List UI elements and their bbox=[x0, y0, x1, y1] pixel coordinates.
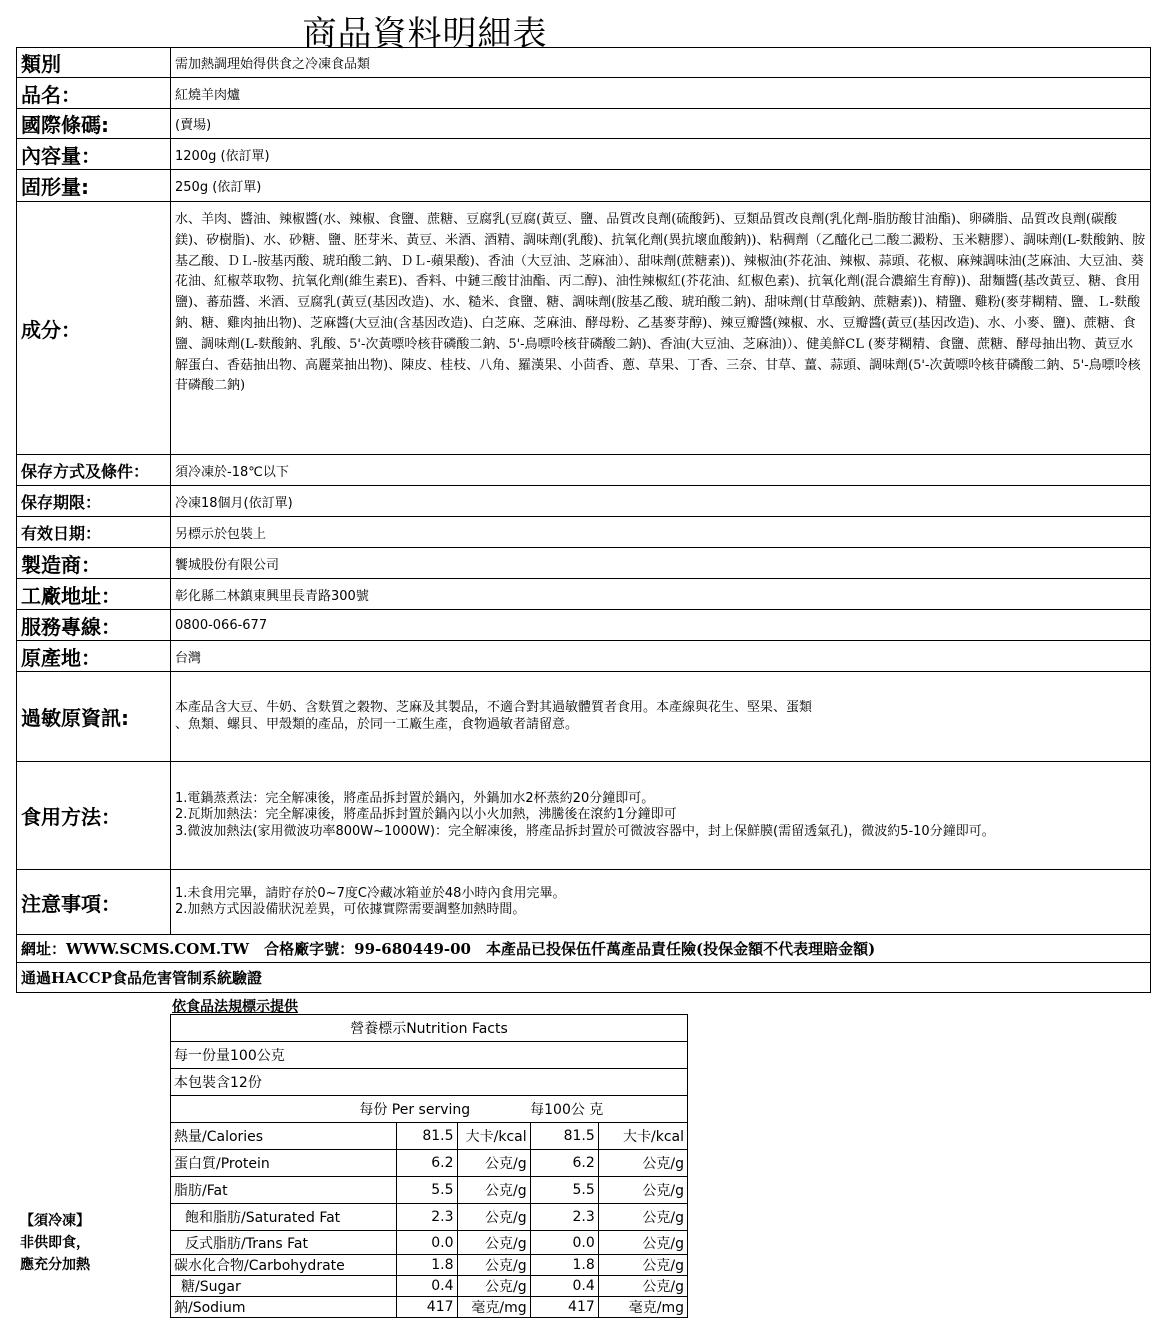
row-maker bbox=[17, 548, 1151, 579]
row-origin bbox=[17, 641, 1151, 672]
allergen-line: 、魚類、螺貝、甲殼類的產品，於同一工廠生產，食物過敏者請留意。 bbox=[175, 716, 579, 732]
ingredients-label: 成分： bbox=[17, 202, 171, 455]
nutrient-unit-per-100g: 公克/g bbox=[598, 1177, 687, 1204]
page-title: 商品資料明細表 bbox=[302, 14, 548, 54]
row-footer-website bbox=[17, 935, 1151, 963]
barcode-label: 國際條碼: bbox=[17, 109, 171, 139]
address-label: 工廠地址： bbox=[17, 579, 171, 610]
product-spec-table bbox=[16, 47, 1151, 993]
nutrient-value-per-100g: 0.0 bbox=[530, 1231, 598, 1255]
nutrition-row bbox=[171, 1204, 688, 1231]
row-storage bbox=[17, 455, 1151, 486]
nutrient-unit-per-serving: 公克/g bbox=[457, 1177, 530, 1204]
usage-line: 1.電鍋蒸煮法：完全解凍後，將產品拆封置於鍋內，外鍋加水2杯蒸約20分鐘即可。 bbox=[175, 790, 655, 806]
footer-haccp: 通過HACCP食品危害管制系統驗證 bbox=[17, 963, 1151, 993]
row-footer-haccp bbox=[17, 963, 1151, 993]
nutrient-unit-per-serving: 大卡/kcal bbox=[457, 1123, 530, 1150]
allergen-label: 過敏原資訊: bbox=[17, 672, 171, 762]
row-hotline bbox=[17, 610, 1151, 641]
nutrient-unit-per-serving: 公克/g bbox=[457, 1231, 530, 1255]
nutrition-header: 營養標示Nutrition Facts bbox=[171, 1015, 688, 1042]
nutrition-facts-table bbox=[170, 1014, 688, 1318]
usage-line: 3.微波加熱法(家用微波功率800W~1000W)：完全解凍後，將產品拆封置於可微波容器中，封上保鮮膜(需留透氣孔)，微波約5-10分鐘即可。 bbox=[175, 823, 995, 839]
nutrient-value-per-serving: 1.8 bbox=[397, 1255, 457, 1276]
nutrient-unit-per-100g: 公克/g bbox=[598, 1150, 687, 1177]
nutrition-row bbox=[171, 1177, 688, 1204]
nutrient-name: 糖/Sugar bbox=[171, 1276, 397, 1297]
usage-value bbox=[171, 762, 1151, 870]
row-notes bbox=[17, 870, 1151, 935]
nutrient-value-per-100g: 5.5 bbox=[530, 1177, 598, 1204]
nutrient-value-per-serving: 5.5 bbox=[397, 1177, 457, 1204]
nutrient-value-per-100g: 0.4 bbox=[530, 1276, 598, 1297]
nutrient-unit-per-100g: 大卡/kcal bbox=[598, 1123, 687, 1150]
nutrient-value-per-100g: 6.2 bbox=[530, 1150, 598, 1177]
nutrient-name: 脂肪/Fat bbox=[171, 1177, 397, 1204]
nutrient-name: 鈉/Sodium bbox=[171, 1297, 397, 1318]
solid-value: 250g (依訂單) bbox=[171, 170, 1151, 202]
nutrient-unit-per-serving: 公克/g bbox=[457, 1150, 530, 1177]
frozen-warning-note bbox=[20, 1210, 90, 1276]
hotline-label: 服務專線： bbox=[17, 610, 171, 641]
nutrient-value-per-100g: 2.3 bbox=[530, 1204, 598, 1231]
frozen-warning-line: 非供即食， bbox=[20, 1235, 90, 1251]
nutrient-unit-per-serving: 毫克/mg bbox=[457, 1297, 530, 1318]
ingredients-value: 水、羊肉、醬油、辣椒醬(水、辣椒、食鹽、蔗糖、豆腐乳(豆腐(黃豆、鹽、品質改良劑(硫酸鈣)、豆類品質改良劑(乳化劑-脂肪酸甘油酯)、卵磷脂、品質改良劑(碳酸鎂)、矽樹脂)、水、砂糖、鹽、胚芽米、黃豆、米酒、酒精、調味劑(乳酸)、抗氧化劑(異抗壞血酸鈉))、粘稠劑（乙醯化己二酸二澱粉、玉米糖膠）、調味劑(L-麩酸鈉、胺基乙酸、ＤＬ-胺基丙酸、琥珀酸二鈉、ＤＬ-蘋果酸)、香油（大豆油、芝麻油）、甜味劑(蔗糖素))、辣椒油(芥花油、辣椒、蒜頭、花椒、麻辣調味油(芝麻油、大豆油、葵花油、紅椒萃取物、抗氧化劑(維生素E)、香料、中鏈三酸甘油酯、丙二醇)、油性辣椒紅(芥花油、紅椒色素)、抗氧化劑(混合濃縮生育醇))、甜麵醬(基改黃豆、糖、食用鹽)、蕃茄醬、米酒、豆腐乳(黃豆(基因改造)、水、糙米、食鹽、糖、調味劑(胺基乙酸、琥珀酸二鈉)、甜味劑(甘草酸鈉、蔗糖素))、精鹽、雞粉(麥芽糊精、鹽、Ｌ-麩酸鈉、糖、雞肉抽出物)、芝麻醬(大豆油(含基因改造)、白芝麻、芝麻油、酵母粉、乙基麥芽醇)、辣豆瓣醬(辣椒、水、豆瓣醬(黃豆(基因改造)、水、小麥、鹽)、蔗糖、食鹽、調味劑(L-麩酸鈉、乳酸、5'-次黃嘌呤核苷磷酸二鈉、5'-鳥嘌呤核苷磷酸二鈉)、香油(大豆油、芝麻油)）、健美鮮CL (麥芽糊精、食鹽、蔗糖、酵母抽出物、黃豆水解蛋白、香菇抽出物、高麗菜抽出物)、陳皮、桂枝、八角、羅漢果、小茴香、蔥、草果、丁香、三奈、甘草、薑、蒜頭、調味劑(5'-次黃嘌呤核苷磷酸二鈉、5'-鳥嘌呤核苷磷酸二鈉) bbox=[171, 202, 1151, 455]
nutrient-name: 蛋白質/Protein bbox=[171, 1150, 397, 1177]
origin-value: 台灣 bbox=[171, 641, 1151, 672]
nutrient-unit-per-100g: 公克/g bbox=[598, 1276, 687, 1297]
name-value: 紅燒羊肉爐 bbox=[171, 78, 1151, 109]
category-label: 類別 bbox=[17, 48, 171, 78]
row-usage bbox=[17, 762, 1151, 870]
nutrient-unit-per-serving: 公克/g bbox=[457, 1276, 530, 1297]
content-value: 1200g (依訂單) bbox=[171, 139, 1151, 170]
row-expiry bbox=[17, 517, 1151, 548]
row-category bbox=[17, 48, 1151, 78]
nutrient-value-per-serving: 417 bbox=[397, 1297, 457, 1318]
nutrient-unit-per-serving: 公克/g bbox=[457, 1255, 530, 1276]
usage-label: 食用方法： bbox=[17, 762, 171, 870]
nutrient-value-per-100g: 1.8 bbox=[530, 1255, 598, 1276]
barcode-value: (賣場) bbox=[171, 109, 1151, 139]
nutrition-row bbox=[171, 1255, 688, 1276]
row-barcode bbox=[17, 109, 1151, 139]
maker-value: 饗城股份有限公司 bbox=[171, 548, 1151, 579]
row-solid bbox=[17, 170, 1151, 202]
row-content bbox=[17, 139, 1151, 170]
storage-value: 須冷凍於-18℃以下 bbox=[171, 455, 1151, 486]
nutrient-name: 熱量/Calories bbox=[171, 1123, 397, 1150]
per-serving-header: 每份 Per serving bbox=[171, 1096, 531, 1123]
allergen-line: 本產品含大豆、牛奶、含麩質之穀物、芝麻及其製品，不適合對其過敏體質者食用。本產線與花生、堅果、蛋類 bbox=[175, 700, 813, 715]
nutrient-value-per-serving: 81.5 bbox=[397, 1123, 457, 1150]
usage-line: 2.瓦斯加熱法：完全解凍後，將產品拆封置於鍋內以小火加熱，沸騰後在滾約1分鐘即可 bbox=[175, 807, 677, 823]
shelf-life-label: 保存期限： bbox=[17, 486, 171, 517]
nutrition-row bbox=[171, 1123, 688, 1150]
nutrient-value-per-100g: 417 bbox=[530, 1297, 598, 1318]
serving-size: 每一份量100公克 bbox=[171, 1042, 688, 1069]
allergen-value bbox=[171, 672, 1151, 762]
servings-per-package: 本包裝含12份 bbox=[171, 1069, 688, 1096]
hotline-value: 0800-066-677 bbox=[171, 610, 1151, 641]
address-value: 彰化縣二林鎮東興里長青路300號 bbox=[171, 579, 1151, 610]
row-shelf-life bbox=[17, 486, 1151, 517]
frozen-warning-line: 【須冷凍】 bbox=[20, 1213, 90, 1229]
notes-value bbox=[171, 870, 1151, 935]
row-name bbox=[17, 78, 1151, 109]
nutrient-name: 反式脂肪/Trans Fat bbox=[171, 1231, 397, 1255]
row-address bbox=[17, 579, 1151, 610]
frozen-warning-line: 應充分加熱 bbox=[20, 1257, 90, 1273]
notes-label: 注意事項： bbox=[17, 870, 171, 935]
category-value: 需加熱調理始得供食之冷凍食品類 bbox=[171, 48, 1151, 78]
expiry-label: 有效日期： bbox=[17, 517, 171, 548]
nutrient-unit-per-100g: 毫克/mg bbox=[598, 1297, 687, 1318]
nutrition-caption: 依食品法規標示提供 bbox=[172, 999, 298, 1015]
nutrition-row bbox=[171, 1276, 688, 1297]
shelf-life-value: 冷凍18個月(依訂單) bbox=[171, 486, 1151, 517]
expiry-value: 另標示於包裝上 bbox=[171, 517, 1151, 548]
content-label: 內容量： bbox=[17, 139, 171, 170]
nutrient-unit-per-100g: 公克/g bbox=[598, 1204, 687, 1231]
nutrient-unit-per-100g: 公克/g bbox=[598, 1231, 687, 1255]
nutrition-row bbox=[171, 1231, 688, 1255]
maker-label: 製造商： bbox=[17, 548, 171, 579]
notes-line: 1.未食用完畢，請貯存於0~7度C冷藏冰箱並於48小時內食用完畢。 bbox=[175, 885, 566, 901]
name-label: 品名： bbox=[17, 78, 171, 109]
nutrition-row bbox=[171, 1297, 688, 1318]
nutrient-value-per-100g: 81.5 bbox=[530, 1123, 598, 1150]
notes-line: 2.加熱方式因設備狀況差異，可依據實際需要調整加熱時間。 bbox=[175, 902, 526, 917]
nutrient-unit-per-serving: 公克/g bbox=[457, 1204, 530, 1231]
nutrient-value-per-serving: 2.3 bbox=[397, 1204, 457, 1231]
nutrient-value-per-serving: 6.2 bbox=[397, 1150, 457, 1177]
origin-label: 原產地： bbox=[17, 641, 171, 672]
nutrient-value-per-serving: 0.0 bbox=[397, 1231, 457, 1255]
solid-label: 固形量: bbox=[17, 170, 171, 202]
nutrition-row bbox=[171, 1150, 688, 1177]
nutrient-unit-per-100g: 公克/g bbox=[598, 1255, 687, 1276]
row-ingredients bbox=[17, 202, 1151, 455]
storage-label: 保存方式及條件： bbox=[17, 455, 171, 486]
nutrient-name: 碳水化合物/Carbohydrate bbox=[171, 1255, 397, 1276]
footer-website-license: 網址：WWW.SCMS.COM.TW 合格廠字號：99-680449-00 本產品已投保伍仟萬產品責任險(投保金額不代表理賠金額) bbox=[17, 935, 1151, 963]
nutrient-name: 飽和脂肪/Saturated Fat bbox=[171, 1204, 397, 1231]
nutrient-value-per-serving: 0.4 bbox=[397, 1276, 457, 1297]
per-100g-header: 每100公 克 bbox=[530, 1096, 687, 1123]
row-allergen bbox=[17, 672, 1151, 762]
